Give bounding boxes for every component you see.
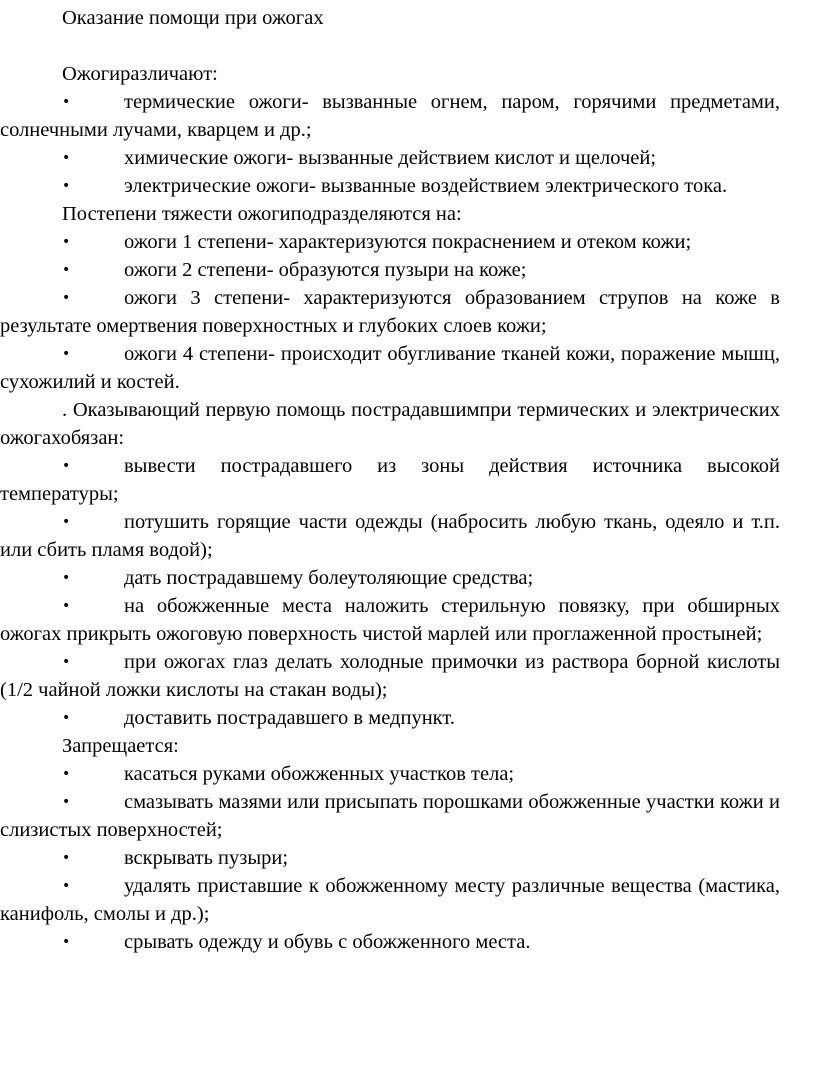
list-item: • ожоги 4 степени- происходит обугливание тканей кожи, поражение мышц, сухожилий и костей. [0, 340, 780, 396]
duties-intro: . Оказывающий первую помощь пострадавшимпри термических и электрических ожогахобязан: [0, 399, 780, 449]
duties-list [0, 452, 780, 732]
list-item: • на обожженные места наложить стерильную повязку, при обширных ожогах прикрыть ожоговую поверхность чистой марлей или проглаженной простыней; [0, 592, 780, 648]
degrees-intro: Постепени тяжести ожогиподразделяются на: [62, 203, 462, 225]
bullet-icon: • [62, 878, 71, 894]
bullet-icon: • [62, 934, 71, 950]
list-item: • смазывать мазями или присыпать порошками обожженные участки кожи и слизистых поверхностей; [0, 788, 780, 844]
list-item: • удалять приставшие к обожженному месту различные вещества (мастика, канифоль, смолы и др.); [0, 872, 780, 928]
page-title: Оказание помощи при ожогах [62, 7, 324, 29]
list-item: • ожоги 1 степени- характеризуются покраснением и отеком кожи; [0, 228, 780, 256]
list-item: • электрические ожоги- вызванные воздействием электрического тока. [0, 172, 780, 200]
bullet-icon: • [62, 178, 71, 194]
bullet-icon: • [62, 850, 71, 866]
list-item: • дать пострадавшему болеутоляющие средства; [0, 564, 780, 592]
bullet-icon: • [62, 346, 71, 362]
forbidden-list [0, 760, 780, 956]
bullet-icon: • [62, 654, 71, 670]
bullet-icon: • [62, 570, 71, 586]
list-item: • вывести пострадавшего из зоны действия источника высокой температуры; [0, 452, 780, 508]
bullet-icon: • [62, 94, 71, 110]
bullet-icon: • [62, 598, 71, 614]
list-item: • химические ожоги- вызванные действием кислот и щелочей; [0, 144, 780, 172]
list-item: • вскрывать пузыри; [0, 844, 780, 872]
forbidden-intro: Запрещается: [62, 735, 179, 757]
bullet-icon: • [62, 458, 71, 474]
bullet-icon: • [62, 766, 71, 782]
list-item: • касаться руками обожженных участков тела; [0, 760, 780, 788]
degrees-list [0, 228, 780, 396]
bullet-icon: • [62, 794, 71, 810]
bullet-icon: • [62, 150, 71, 166]
list-item: • срывать одежду и обувь с обожженного места. [0, 928, 780, 956]
list-item: • при ожогах глаз делать холодные примочки из раствора борной кислоты (1/2 чайной ложки кислоты на стакан воды); [0, 648, 780, 704]
types-intro: Ожогиразличают: [62, 63, 218, 85]
list-item: • потушить горящие части одежды (набросить любую ткань, одеяло и т.п. или сбить пламя водой); [0, 508, 780, 564]
types-list [0, 88, 780, 200]
bullet-icon: • [62, 290, 71, 306]
bullet-icon: • [62, 514, 71, 530]
list-item: • доставить пострадавшего в медпункт. [0, 704, 780, 732]
blank-line [0, 32, 780, 60]
bullet-icon: • [62, 710, 71, 726]
bullet-icon: • [62, 234, 71, 250]
list-item: • термические ожоги- вызванные огнем, паром, горячими предметами, солнечными лучами, кварцем и др.; [0, 88, 780, 144]
list-item: • ожоги 3 степени- характеризуются образованием струпов на коже в результате омертвения поверхностных и глубоких слоев кожи; [0, 284, 780, 340]
bullet-icon: • [62, 262, 71, 278]
list-item: • ожоги 2 степени- образуются пузыри на коже; [0, 256, 780, 284]
